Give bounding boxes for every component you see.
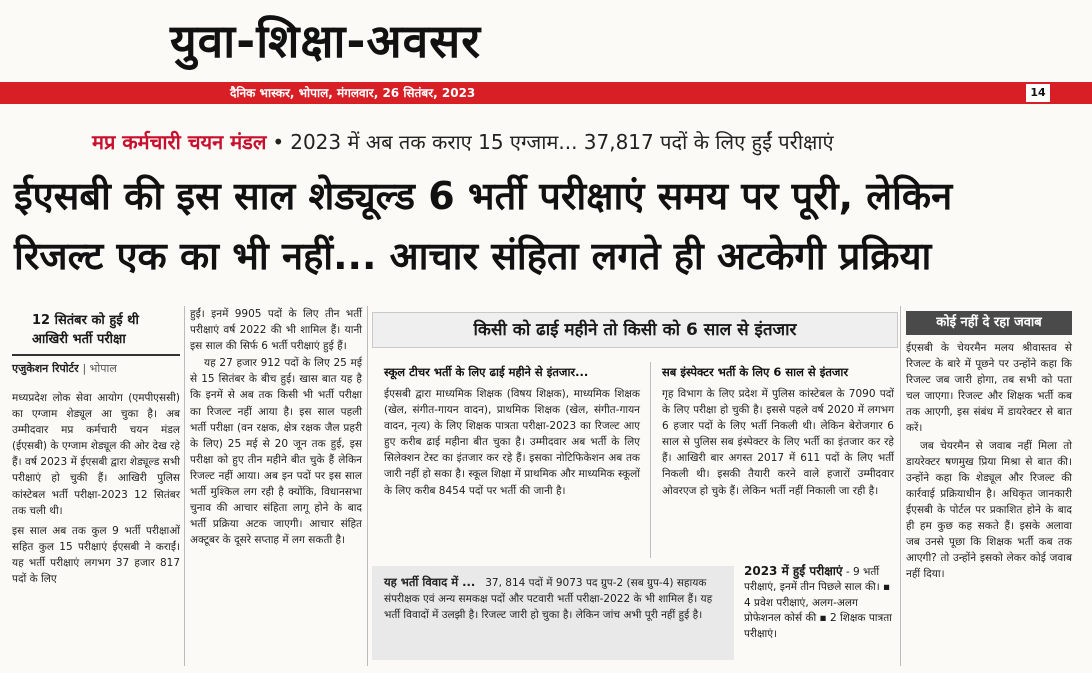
column-1-paragraph-2: इस साल अब तक कुल 9 भर्ती परीक्षाओं सहित कुल 15 परीक्षाएं ईएसबी ने कराईं। यह भर्ती परीक्षाएं लगभग 37 हजार 817 पदों के लिए [12,524,180,586]
byline-rule [12,354,180,356]
exams-2023-lead: 2023 में हुईं परीक्षाएं [744,564,843,578]
right-paragraph-1: ईएसबी के चेयरमैन मलय श्रीवास्तव से रिजल्ट के बारे में पूछने पर उन्होंने कहा कि रिजल्ट जब जारी होगा, तब सभी को पता चल जाएगा। रिजल्ट और शिक्षक भर्ती कब तक आएगी, इस संबंध में डायरेक्टर से बात करें। [906,342,1072,435]
column-1-subhead-line-2: आखिरी भर्ती परीक्षा [32,332,126,347]
exams-2023-body: - 9 भर्ती परीक्षाएं, इनमें तीन पिछले साल की। ▪ 4 प्रवेश परीक्षाएं, अलग-अलग प्रोफेशनल कोर्स की ▪ 2 शिक्षक पात्रता परीक्षाएं। [744,566,892,640]
right-paragraph-2: जब चेयरमैन से जवाब नहीं मिला तो डायरेक्टर षणमुख प्रिया मिश्रा से बात की। उन्होंने कहा कि शेड्यूल और रिजल्ट की कार्रवाई प्रक्रियाधीन है। अधिकृत जानकारी ईएसबी के पोर्टल पर प्रकाशित होने के बाद ही हम कुछ कह सकते हैं। इसके अलावा जब उनसे पूछा कि शिक्षक भर्ती कब तक आएगी? तो उन्होंने इसको लेकर कोई जवाब नहीं दिया। [906,439,1072,581]
column-rule-1 [184,306,185,666]
right-heading: कोई नहीं दे रहा जवाब [936,315,1042,330]
column-1-paragraph-1: मध्यप्रदेश लोक सेवा आयोग (एमपीएससी) का एग्जाम शेड्यूल आ चुका है। अब उम्मीदवार मप्र कर्मचारी चयन मंडल (ईएसबी) के एग्जाम शेड्यूल की ओर देख रहे हैं। वर्ष 2023 में ईएसबी द्वारा शेड्यूल्ड सभी परीक्षाएं हो चुकी हैं। आखिरी पुलिस कांस्टेबल भर्ती परीक्षा-2023 12 सितंबर तक चली थी। [12,392,180,517]
teacher-section-title: स्कूल टीचर भर्ती के लिए ढाई महीने से इंतजार... [384,365,589,379]
page-number-badge: 14 [1026,84,1050,102]
byline-author: एजुकेशन रिपोर्टर [12,362,79,375]
column-rule-3 [900,306,901,666]
right-heading-box [906,311,1072,335]
dispute-lead: यह भर्ती विवाद में ... [384,575,476,589]
right-column-body [906,340,1072,582]
headline [14,166,1078,286]
teacher-section-body: ईएसबी द्वारा माध्यमिक शिक्षक (विषय शिक्षक), माध्यमिक शिक्षक (खेल, संगीत-गायन वादन), प्राथमिक शिक्षक (खेल, संगीत-गायन वादन, नृत्य) के लिए शिक्षक पात्रता परीक्षा-2023 का रिजल्ट आए हुए करीब ढाई महीना बीत चुका है। उम्मीदवार अब भर्ती के लिए सिलेक्शन टेस्ट का इंतजार कर रहे हैं। इसका नोटिफिकेशन अब तक जारी नहीं हो सका है। स्कूल शिक्षा में प्राथमिक और माध्यमिक स्कूलों के लिए करीब 8454 पदों पर भर्ती की जानी है। [384,388,640,497]
center-heading: किसी को ढाई महीने तो किसी को 6 साल से इंतजार [473,320,797,340]
kicker-text: 2023 में अब तक कराए 15 एग्जाम... 37,817 पदों के लिए हुईं परीक्षाएं [290,130,834,154]
masthead-title: युवा-शिक्षा-अवसर [170,14,482,68]
kicker-line [92,124,834,160]
column-1-subhead-line-1: 12 सितंबर को हुई थी [32,313,139,328]
center-column-rule [650,362,651,558]
issue-line: दैनिक भास्कर, भोपाल, मंगलवार, 26 सितंबर, 2023 [230,86,476,100]
dispute-text [384,574,722,623]
byline-location: | भोपाल [82,362,117,375]
column-2-paragraph-1: हुईं। इनमें 9905 पदों के लिए तीन भर्ती परीक्षाएं वर्ष 2022 की भी शामिल हैं। यानी इस साल की सिर्फ 6 भर्ती परीक्षाएं हुई हैं। [190,308,362,353]
inspector-section-title: सब इंस्पेक्टर भर्ती के लिए 6 साल से इंतजार [662,365,849,379]
exams-2023-box [744,564,896,642]
column-2-paragraph-2: यह 27 हजार 912 पदों के लिए 25 मई से 15 सितंबर के बीच हुई। खास बात यह है कि इनमें से अब तक किसी भी भर्ती परीक्षा का रिजल्ट नहीं आया है। इस साल पहली भर्ती परीक्षा (वन रक्षक, क्षेत्र रक्षक जैल प्रहरी के लिए) 25 मई से 20 जून तक हुई, इस परीक्षा को हुए तीन महीने बीत चुके हैं लेकिन रिजल्ट नहीं आया। अब इन पदों पर इस साल भर्ती मुश्किल लग रही है क्योंकि, विधानसभा चुनाव की आचार संहिता लागू होने के बाद भर्ती प्रक्रिया अटक जाएगी। आचार संहित अक्टूबर के दूसरे सप्ताह में लग सकती है। [190,357,362,547]
column-1-subhead [32,311,180,349]
inspector-section-body: गृह विभाग के लिए प्रदेश में पुलिस कांस्टेबल के 7090 पदों के लिए परीक्षा हो चुकी है। इससे पहले वर्ष 2020 में लगभग 6 हजार पदों के लिए भर्ती निकली थी। लेकिन बेरोजगार 6 साल से पुलिस सब इंस्पेक्टर के लिए भर्ती का इंतजार कर रहे हैं। आखिरी बार अगस्त 2017 में 611 पदों के लिए भर्ती निकली थी। इसकी तैयारी करने वाले हजारों उम्मीदवार ओवरएज हो चुके हैं। लेकिन भर्ती नहीं निकाली जा रही है। [662,388,894,497]
dispute-body: 37, 814 पदों में 9073 पद ग्रुप-2 (सब ग्रुप-4) सहायक संपरीक्षक एवं अन्य समकक्ष पदों और पटवारी भर्ती परीक्षा-2022 के भी शामिल हैं। यह भर्ती विवादों में उलझी है। रिजल्ट जारी हो चुका है। लेकिन जांच अभी पूरी नहीं हुई है। [384,577,713,622]
column-1-body [12,390,180,587]
kicker-separator: • [272,130,285,154]
dispute-box [372,566,734,660]
byline [12,361,117,376]
headline-line-1: ईएसबी की इस साल शेड्यूल्ड 6 भर्ती परीक्षाएं समय पर पूरी, लेकिन [14,174,953,218]
column-2-body [190,306,362,548]
headline-line-2: रिजल्ट एक का भी नहीं... आचार संहिता लगते ही अटकेगी प्रक्रिया [14,234,932,278]
center-heading-box [372,312,898,348]
kicker-org: मप्र कर्मचारी चयन मंडल [92,130,267,154]
masthead-red-bar [0,82,1092,104]
column-rule-2 [367,306,368,666]
